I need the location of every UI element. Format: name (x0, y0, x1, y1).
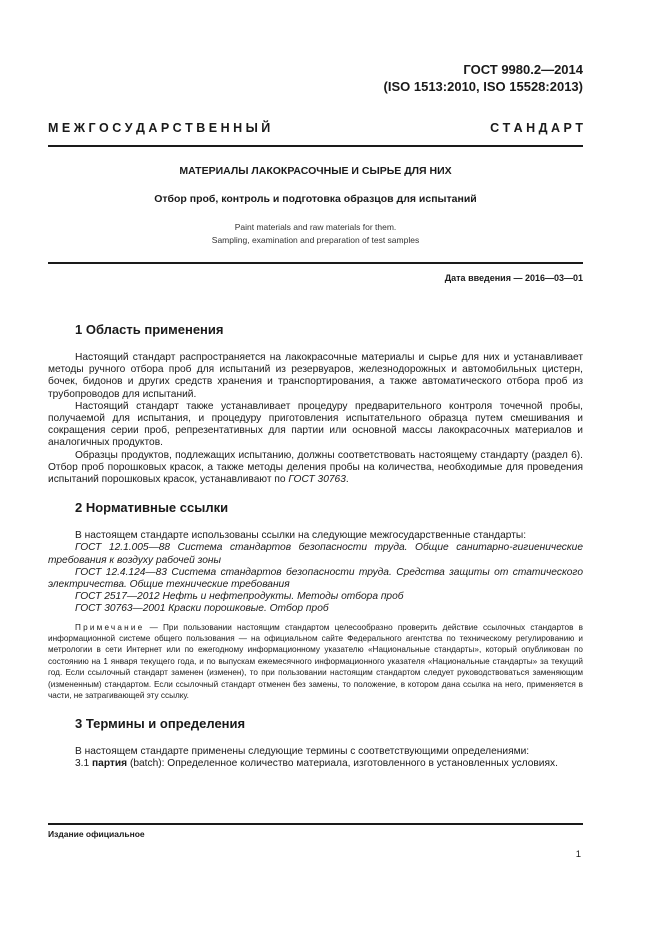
section-2-intro: В настоящем стандарте использованы ссылки на следующие межгосударственные стандарты: (75, 530, 527, 542)
section-1-paragraph-1: Настоящий стандарт распространяется на лакокрасочные материалы и сырье для них и устанавливает методы ручного отбора проб для испытаний из резервуаров, железнодорожных и автомобильных цистерн, бочек, бидонов и других средств хранения и транспортирования, а также автоматического отбора проб из трубопроводов для испытаний. (48, 352, 583, 400)
reference-note (48, 622, 583, 702)
interstate-standard-banner (48, 121, 583, 135)
reference-item[interactable]: ГОСТ 12.4.124—83 Система стандартов безопасности труда. Средства защиты от статического электричества. Общие технические требования (48, 566, 583, 591)
section-1-paragraph-3 (48, 450, 583, 487)
reference-item[interactable]: ГОСТ 12.1.005—88 Система стандартов безопасности труда. Общие санитарно-гигиенические требования к воздуху рабочей зоны (48, 542, 583, 566)
footer-divider (48, 823, 583, 825)
section-1-paragraph-2: Настоящий стандарт также устанавливает процедуру предварительного контроля точечной пробы, получаемой для испытания, и процедуру приготовления испытательного образца путем смешивания и сокращения серии проб, репрезентативных для партии или основной массы лакокрасочных материалов и аналогичных продуктов. (48, 400, 583, 449)
paragraph-3-text: Образцы продуктов, подлежащих испытанию, должны соответствовать настоящему стандарту (раздел 6). Отбор проб порошковых красок, а также методы деления пробы на количества, необходимые для проведения испытаний порошковых красок, устанавливают по (48, 449, 583, 486)
section-2-heading: 2 Нормативные ссылки (75, 500, 229, 516)
english-title (48, 221, 583, 247)
note-text: — При пользовании настоящим стандартом целесообразно проверить действие ссылочных стандартов в информационной системе общего пользования — на официальном сайте Федерального агентства по техническому регулированию и метрологии в сети Интернет или по ежегодному информационному указателю «Национальные стандарты», который опубликован по состоянию на 1 января текущего года, и по выпускам ежемесячного информационного указателя «Национальные стандарты» за текущий год. Если ссылочный стандарт заменен (изменен), то при пользовании настоящим стандартом следует руководствоваться заменяющим (измененным) стандартом. Если ссылочный стандарт отменен без замены, то положение, в котором дана ссылка на него, применяется в части, не затрагивающей эту ссылку. (48, 622, 583, 701)
page-number: 1 (575, 849, 581, 860)
title-divider (48, 262, 583, 264)
gost-reference-link[interactable]: ГОСТ 30763 (288, 474, 346, 486)
banner-word-2: С Т А Н Д А Р Т (490, 121, 583, 135)
reference-item[interactable]: ГОСТ 2517—2012 Нефть и нефтепродукты. Методы отбора проб (75, 591, 404, 603)
note-label: Примечание (75, 622, 145, 632)
term-definition-text: (batch): Определенное количество материала, изготовленного в установленных условиях. (127, 757, 558, 769)
official-edition-label: Издание официальное (48, 829, 145, 839)
document-subtitle: Отбор проб, контроль и подготовка образцов для испытаний (154, 193, 477, 205)
english-title-line-1: Paint materials and raw materials for them. (234, 222, 397, 232)
paragraph-3-end: . (345, 474, 349, 486)
reference-item[interactable]: ГОСТ 30763—2001 Краски порошковые. Отбор проб (75, 603, 329, 615)
term-definition (48, 758, 583, 770)
section-3-heading: 3 Термины и определения (75, 715, 246, 731)
document-title: МАТЕРИАЛЫ ЛАКОКРАСОЧНЫЕ И СЫРЬЕ ДЛЯ НИХ (179, 165, 452, 177)
section-3-intro: В настоящем стандарте применены следующие термины с соответствующими определениями: (75, 745, 530, 757)
banner-word-1: М Е Ж Г О С У Д А Р С Т В Е Н Н Ы Й (48, 121, 271, 135)
iso-equivalents: (ISO 1513:2010, ISO 15528:2013) (383, 79, 583, 94)
section-1-heading: 1 Область применения (75, 322, 224, 337)
introduction-date: Дата введения — 2016—03—01 (444, 273, 583, 283)
standard-number: ГОСТ 9980.2—2014 (463, 62, 583, 77)
english-title-line-2: Sampling, examination and preparation of test samples (211, 235, 420, 245)
term-number: 3.1 (75, 757, 92, 769)
standard-code (384, 61, 583, 95)
document-body (48, 322, 583, 770)
term-name: партия (92, 757, 128, 769)
header-divider (48, 145, 583, 147)
